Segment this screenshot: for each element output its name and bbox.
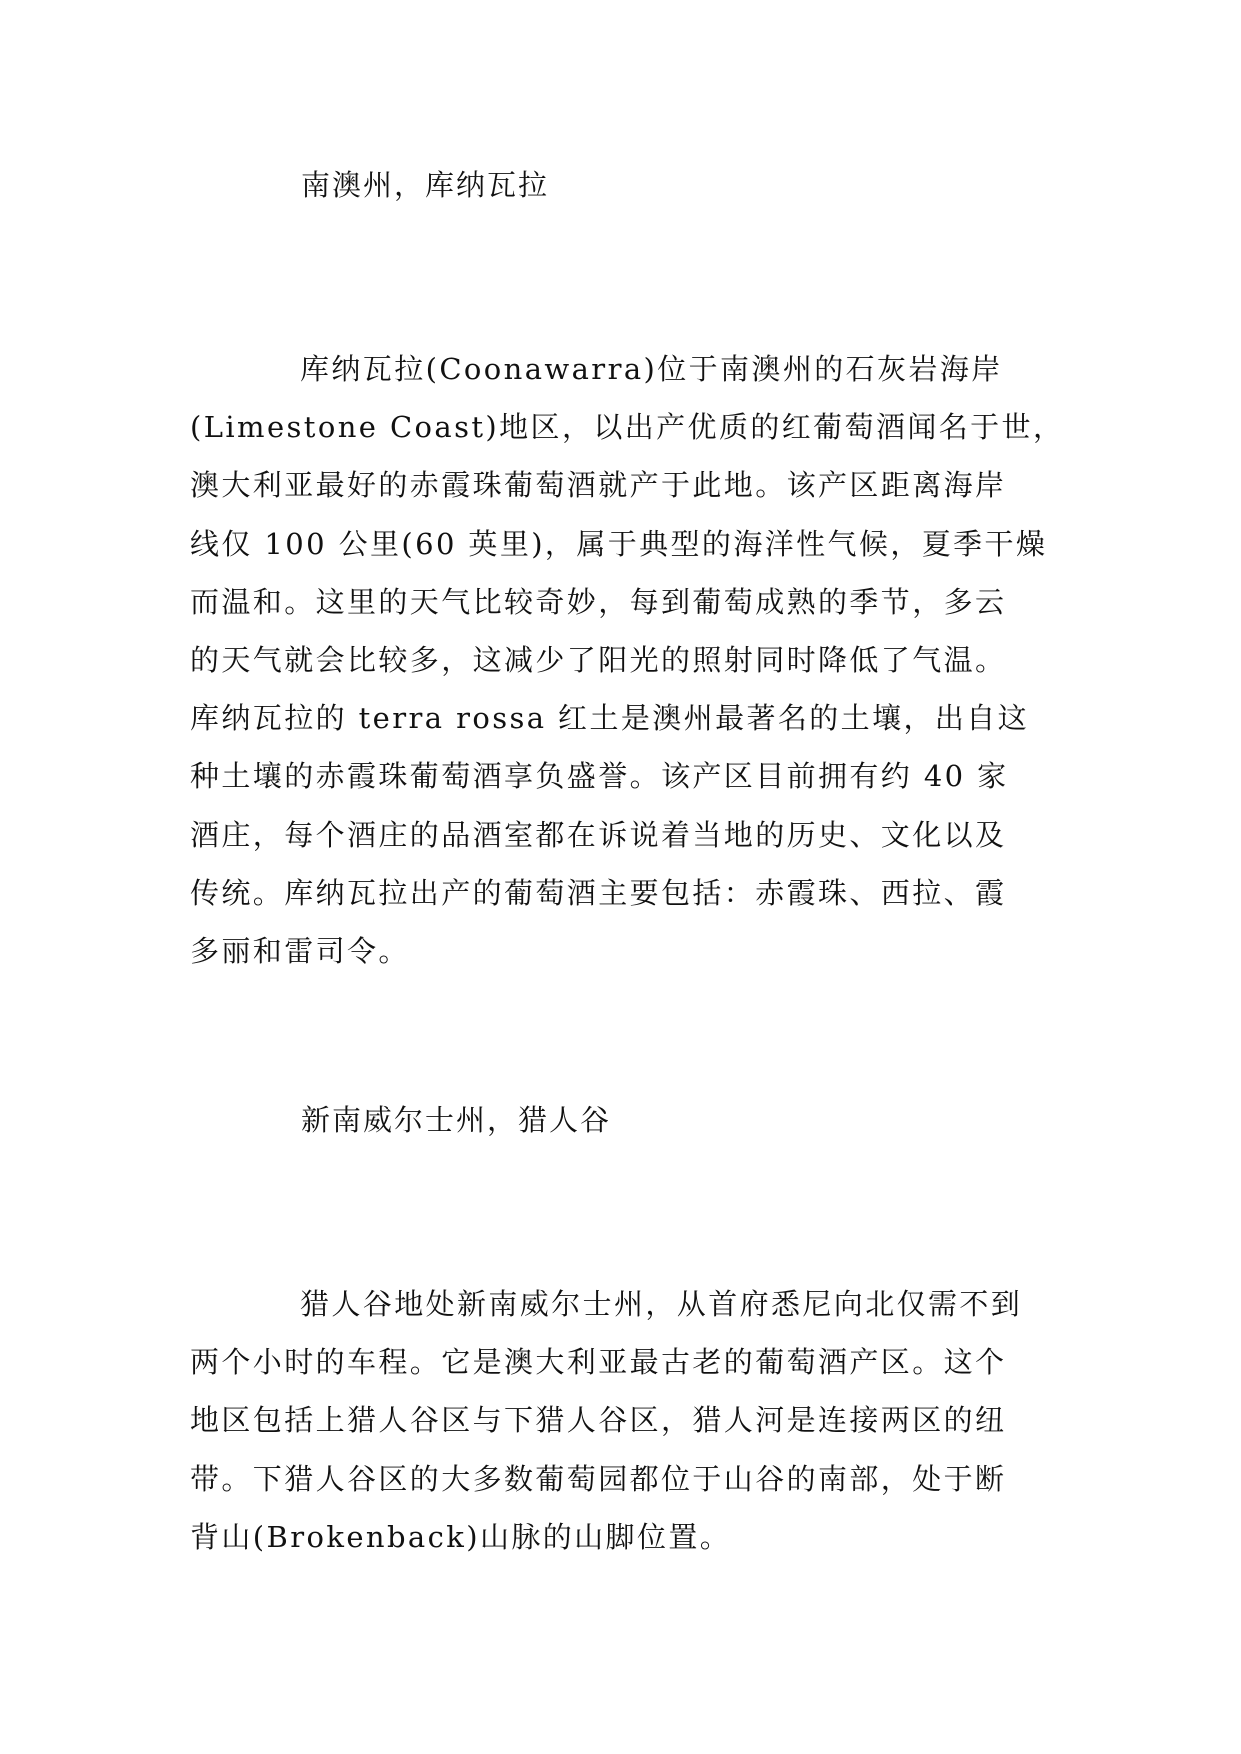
text-line: 线仅 100 公里(60 英里)，属于典型的海洋性气候，夏季干燥	[190, 526, 1048, 561]
text-line: 的天气就会比较多，这减少了阳光的照射同时降低了气温。	[190, 642, 1007, 677]
text-line: 种土壤的赤霞珠葡萄酒享负盛誉。该产区目前拥有约 40 家	[190, 759, 1009, 794]
paragraph-hunter-valley	[190, 1275, 1070, 1566]
text-line: 带。下猎人谷区的大多数葡萄园都位于山谷的南部，处于断	[190, 1461, 1007, 1496]
section-heading-hunter-valley: 新南威尔士州，猎人谷	[301, 1103, 612, 1137]
text-line: 传统。库纳瓦拉出产的葡萄酒主要包括：赤霞珠、西拉、霞	[190, 875, 1007, 910]
text-line: 库纳瓦拉(Coonawarra)位于南澳州的石灰岩海岸	[300, 352, 1003, 386]
text-line: 两个小时的车程。它是澳大利亚最古老的葡萄酒产区。这个	[190, 1345, 1007, 1380]
text-line: 澳大利亚最好的赤霞珠葡萄酒就产于此地。该产区距离海岸	[190, 468, 1007, 503]
text-line: (Limestone Coast)地区，以出产优质的红葡萄酒闻名于世，	[190, 410, 1065, 445]
text-line: 背山(Brokenback)山脉的山脚位置。	[190, 1519, 732, 1554]
text-line: 酒庄，每个酒庄的品酒室都在诉说着当地的历史、文化以及	[190, 817, 1007, 852]
text-line: 而温和。这里的天气比较奇妙，每到葡萄成熟的季节，多云	[190, 584, 1007, 619]
text-line: 地区包括上猎人谷区与下猎人谷区，猎人河是连接两区的纽	[190, 1403, 1007, 1438]
text-line: 库纳瓦拉的 terra rossa 红土是澳州最著名的土壤，出自这	[190, 701, 1030, 736]
paragraph-coonawarra	[190, 340, 1070, 980]
text-line: 多丽和雷司令。	[190, 933, 410, 968]
text-line: 猎人谷地处新南威尔士州，从首府悉尼向北仅需不到	[300, 1287, 1023, 1321]
section-heading-coonawarra: 南澳州，库纳瓦拉	[301, 168, 550, 202]
